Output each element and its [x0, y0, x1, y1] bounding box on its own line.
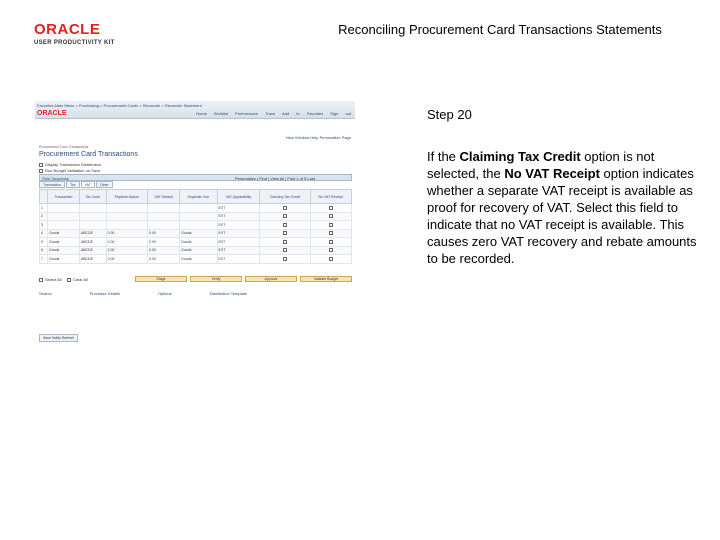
page-title: Procurement Card Transactions [39, 151, 138, 158]
physical-nature-value [106, 212, 147, 221]
separate-line-field[interactable]: Goods [180, 255, 217, 264]
grid-header-row [40, 190, 352, 204]
vat-applicability-value: EXT [217, 229, 260, 238]
validate-budget-button[interactable]: Validate Budget [300, 276, 352, 282]
no-vat-receipt-checkbox[interactable] [329, 206, 333, 210]
save-toolbar[interactable]: Save Notify Refresh [39, 334, 78, 342]
transaction-field[interactable] [48, 212, 80, 221]
tax-code-field: ABCDE [79, 238, 106, 247]
physical-nature-value: 0.00 [106, 246, 147, 255]
no-vat-receipt-checkbox-cell [310, 212, 351, 221]
claiming-tax-credit-checkbox[interactable] [283, 240, 287, 244]
table-row [40, 221, 352, 230]
transaction-field[interactable]: Goods [48, 238, 80, 247]
no-vat-receipt-checkbox-cell [310, 204, 351, 213]
claiming-tax-credit-checkbox[interactable] [283, 257, 287, 261]
col-no-vat-receipt: No VAT Receipt [310, 190, 351, 204]
slide-title: Reconciling Procurement Card Transactions Statements [338, 22, 662, 37]
table-row [40, 246, 352, 255]
options-link[interactable]: Options [157, 291, 172, 296]
no-vat-receipt-checkbox[interactable] [329, 248, 333, 252]
verify-button[interactable]: Verify [190, 276, 242, 282]
claiming-tax-credit-checkbox[interactable] [283, 214, 287, 218]
grid-header: Rule Suspense [39, 174, 352, 181]
checkbox[interactable] [39, 163, 43, 167]
physical-nature-value [106, 221, 147, 230]
tax-code-field: ABCDE [79, 246, 106, 255]
claiming-tax-credit-checkbox[interactable] [283, 223, 287, 227]
page-footer-links [39, 291, 285, 296]
separate-line-field[interactable]: Goods [180, 229, 217, 238]
transaction-field[interactable]: Goods [48, 246, 80, 255]
physical-nature-value: 0.00 [106, 229, 147, 238]
no-vat-receipt-checkbox-cell [310, 255, 351, 264]
app-brand: ORACLE [37, 110, 67, 117]
vat-default-value [148, 204, 180, 213]
transaction-field[interactable] [48, 221, 80, 230]
vat-default-value: 0.00 [148, 246, 180, 255]
vat-applicability-value: EXT [217, 255, 260, 264]
tab-vat[interactable]: VAT [81, 181, 95, 188]
vat-applicability-value: EXT [217, 212, 260, 221]
app-header [35, 101, 355, 119]
col-claiming-tax-credit: Claiming Tax Credit [260, 190, 310, 204]
search-link[interactable]: Search [39, 291, 52, 296]
claiming-tax-credit-checkbox-cell [260, 212, 310, 221]
application-screenshot [35, 101, 355, 345]
distribution-template-link[interactable]: Distribution Template [209, 291, 248, 296]
checkbox[interactable] [39, 169, 43, 173]
claiming-tax-credit-checkbox[interactable] [283, 231, 287, 235]
oracle-logo [34, 22, 124, 46]
claiming-tax-credit-term: Claiming Tax Credit [459, 149, 581, 164]
clear-all-checkbox[interactable] [67, 278, 71, 282]
no-vat-receipt-checkbox-cell [310, 246, 351, 255]
tax-code-field: ABCDE [79, 229, 106, 238]
page-links[interactable]: New Window Help Personalize Page [285, 135, 351, 140]
separate-line-field[interactable] [180, 221, 217, 230]
table-row [40, 229, 352, 238]
separate-line-field[interactable] [180, 212, 217, 221]
table-row [40, 238, 352, 247]
vat-default-value: 0.00 [148, 229, 180, 238]
claiming-tax-credit-checkbox-cell [260, 221, 310, 230]
breadcrumb[interactable]: Favorites Main Menu > Purchasing > Procurement Cards > Reconcile > Reconcile Statement [37, 103, 202, 108]
no-vat-receipt-checkbox-cell [310, 229, 351, 238]
row-number: 6 [40, 246, 48, 255]
col-vat-default: VAT Default [148, 190, 180, 204]
claiming-tax-credit-checkbox-cell [260, 229, 310, 238]
separate-line-field[interactable]: Goods [180, 238, 217, 247]
physical-nature-value: 0.00 [106, 238, 147, 247]
logo-subtitle: USER PRODUCTIVITY KIT [34, 40, 115, 46]
physical-nature-value: 0.00 [106, 255, 147, 264]
select-controls [39, 277, 88, 282]
clear-all-link[interactable]: Clear All [73, 277, 88, 282]
col-vat-applicability: VAT Applicability [217, 190, 260, 204]
claiming-tax-credit-checkbox-cell [260, 238, 310, 247]
vat-default-value [148, 212, 180, 221]
table-row [40, 204, 352, 213]
grid-tabs [39, 181, 114, 189]
purchase-details-link[interactable]: Purchase Details [89, 291, 120, 296]
select-all-link[interactable]: Select All [45, 277, 62, 282]
tab-tax[interactable]: Tax [66, 181, 79, 188]
no-vat-receipt-checkbox[interactable] [329, 240, 333, 244]
table-row [40, 212, 352, 221]
col-transaction: Transaction [48, 190, 80, 204]
separate-line-field[interactable] [180, 204, 217, 213]
step-description: If the Claiming Tax Credit option is not selected, the No VAT Receipt option indicates whether a separate VAT receipt is available as proof for recovery of VAT. Select this field to indicate that no VAT receipt is available. This causes zero VAT recovery and rebate amounts to be recorded. [427, 149, 697, 266]
step-label: Step 20 [427, 107, 472, 122]
table-row [40, 255, 352, 264]
no-vat-receipt-term: No VAT Receipt [504, 166, 600, 181]
stage-button[interactable]: Stage [135, 276, 187, 282]
vat-applicability-value: EXT [217, 204, 260, 213]
transaction-field[interactable]: Goods [48, 229, 80, 238]
no-vat-receipt-checkbox[interactable] [329, 231, 333, 235]
col-separate-line: Separate Line [180, 190, 217, 204]
option-budget-validation[interactable]: Run Budget Validation on Save [39, 168, 100, 173]
col-num [40, 190, 48, 204]
tax-code-field [79, 221, 106, 230]
row-number: 3 [40, 221, 48, 230]
claiming-tax-credit-checkbox-cell [260, 255, 310, 264]
claiming-tax-credit-checkbox-cell [260, 246, 310, 255]
logo-wordmark: ORACLE [34, 21, 101, 38]
no-vat-receipt-checkbox[interactable] [329, 214, 333, 218]
row-number: 4 [40, 229, 48, 238]
physical-nature-value [106, 204, 147, 213]
grid-pager[interactable]: Personalize | Find | View All | First 1 of 5 Last [235, 176, 315, 181]
row-number: 7 [40, 255, 48, 264]
no-vat-receipt-checkbox-cell [310, 238, 351, 247]
tax-code-field [79, 204, 106, 213]
vat-applicability-value: EXT [217, 238, 260, 247]
transaction-field[interactable]: Goods [48, 255, 80, 264]
no-vat-receipt-checkbox[interactable] [329, 223, 333, 227]
vat-default-value: 0.00 [148, 238, 180, 247]
action-buttons [135, 276, 355, 282]
row-number: 1 [40, 204, 48, 213]
tax-code-field [79, 212, 106, 221]
transaction-field[interactable] [48, 204, 80, 213]
row-number: 5 [40, 238, 48, 247]
col-physical-nature: Physical Nature [106, 190, 147, 204]
claiming-tax-credit-checkbox[interactable] [283, 248, 287, 252]
separate-line-field[interactable]: Goods [180, 246, 217, 255]
row-number: 2 [40, 212, 48, 221]
claiming-tax-credit-checkbox[interactable] [283, 206, 287, 210]
no-vat-receipt-checkbox-cell [310, 221, 351, 230]
col-tax-code: Tax Code [79, 190, 106, 204]
page-category: Procurement Card Transactions [39, 145, 89, 149]
vat-applicability-value: EXT [217, 246, 260, 255]
approve-button[interactable]: Approve [245, 276, 297, 282]
no-vat-receipt-checkbox[interactable] [329, 257, 333, 261]
option-display-distribution[interactable]: Display Transaction Distribution [39, 162, 101, 167]
vat-default-value: 0.00 [148, 255, 180, 264]
tab-other[interactable]: Other [96, 181, 113, 188]
vat-applicability-value: EXT [217, 221, 260, 230]
transactions-grid [39, 189, 352, 264]
claiming-tax-credit-checkbox-cell [260, 204, 310, 213]
tab-transaction[interactable]: Transaction [39, 181, 65, 188]
header-nav[interactable]: Home Worklist Performance Trace Add to Favorites Sign out [196, 111, 351, 116]
tax-code-field: ABCDE [79, 255, 106, 264]
select-all-checkbox[interactable] [39, 278, 43, 282]
vat-default-value [148, 221, 180, 230]
